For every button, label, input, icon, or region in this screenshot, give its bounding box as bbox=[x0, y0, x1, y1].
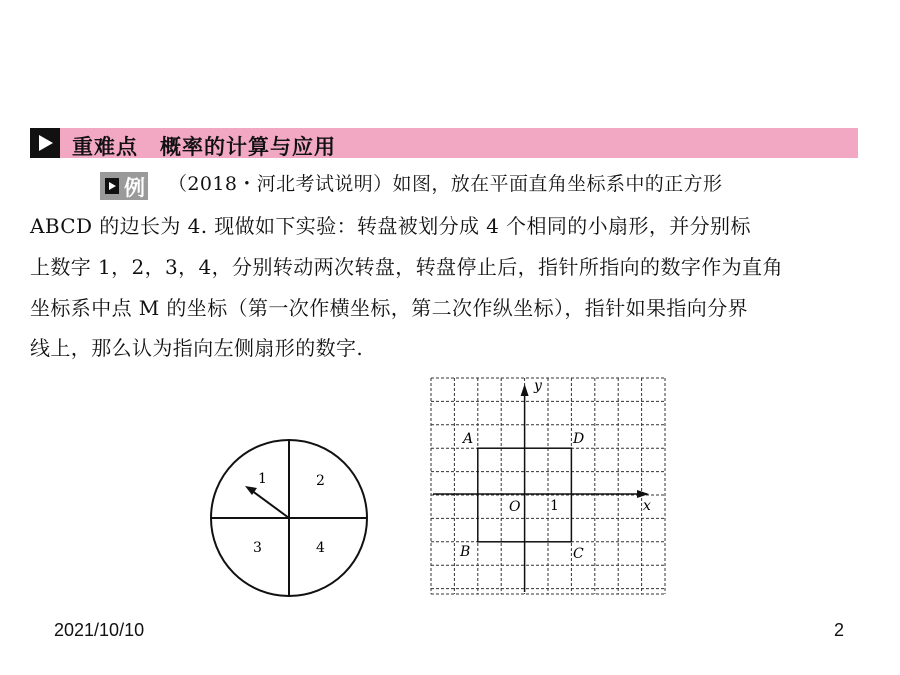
coordinate-grid-figure bbox=[425, 372, 675, 602]
example-badge-label: 例 bbox=[124, 176, 145, 200]
spinner-figure bbox=[205, 434, 375, 604]
problem-line-4: 坐标系中点 M 的坐标（第一次作横坐标，第二次作纵坐标），指针如果指向分界 bbox=[30, 296, 748, 320]
footer-date: 2021/10/10 bbox=[54, 620, 145, 640]
page-number: 2 bbox=[834, 620, 845, 640]
play-triangle-icon bbox=[105, 178, 119, 194]
example-badge bbox=[100, 172, 148, 200]
problem-line-5: 线上，那么认为指向左侧扇形的数字. bbox=[30, 336, 364, 360]
problem-line-2: ABCD 的边长为 4. 现做如下实验：转盘被划分成 4 个相同的小扇形，并分别标 bbox=[30, 214, 751, 238]
y-axis-label: y bbox=[534, 378, 542, 394]
banner-triangle-icon bbox=[30, 128, 60, 158]
problem-line-1: （2018・河北考试说明）如图，放在平面直角坐标系中的正方形 bbox=[168, 173, 723, 195]
x-axis-label: x bbox=[643, 498, 651, 514]
problem-line-3: 上数字 1，2，3，4，分别转动两次转盘，转盘停止后，指针所指向的数字作为直角 bbox=[30, 255, 783, 279]
spinner-pointer bbox=[251, 490, 289, 518]
point-b-label: B bbox=[460, 544, 471, 560]
sector-label-2: 2 bbox=[316, 473, 325, 489]
unit-label: 1 bbox=[550, 498, 559, 514]
sector-label-1: 1 bbox=[258, 471, 267, 487]
origin-label: O bbox=[509, 499, 521, 515]
sector-label-4: 4 bbox=[316, 540, 325, 556]
grid-lines bbox=[431, 378, 665, 594]
point-d-label: D bbox=[573, 431, 585, 447]
point-c-label: C bbox=[573, 546, 584, 562]
y-axis-arrow-icon bbox=[521, 384, 529, 396]
section-title: 重难点 概率的计算与应用 bbox=[72, 135, 336, 159]
x-axis-arrow-icon bbox=[637, 490, 649, 498]
point-a-label: A bbox=[463, 431, 474, 447]
sector-label-3: 3 bbox=[253, 540, 262, 556]
